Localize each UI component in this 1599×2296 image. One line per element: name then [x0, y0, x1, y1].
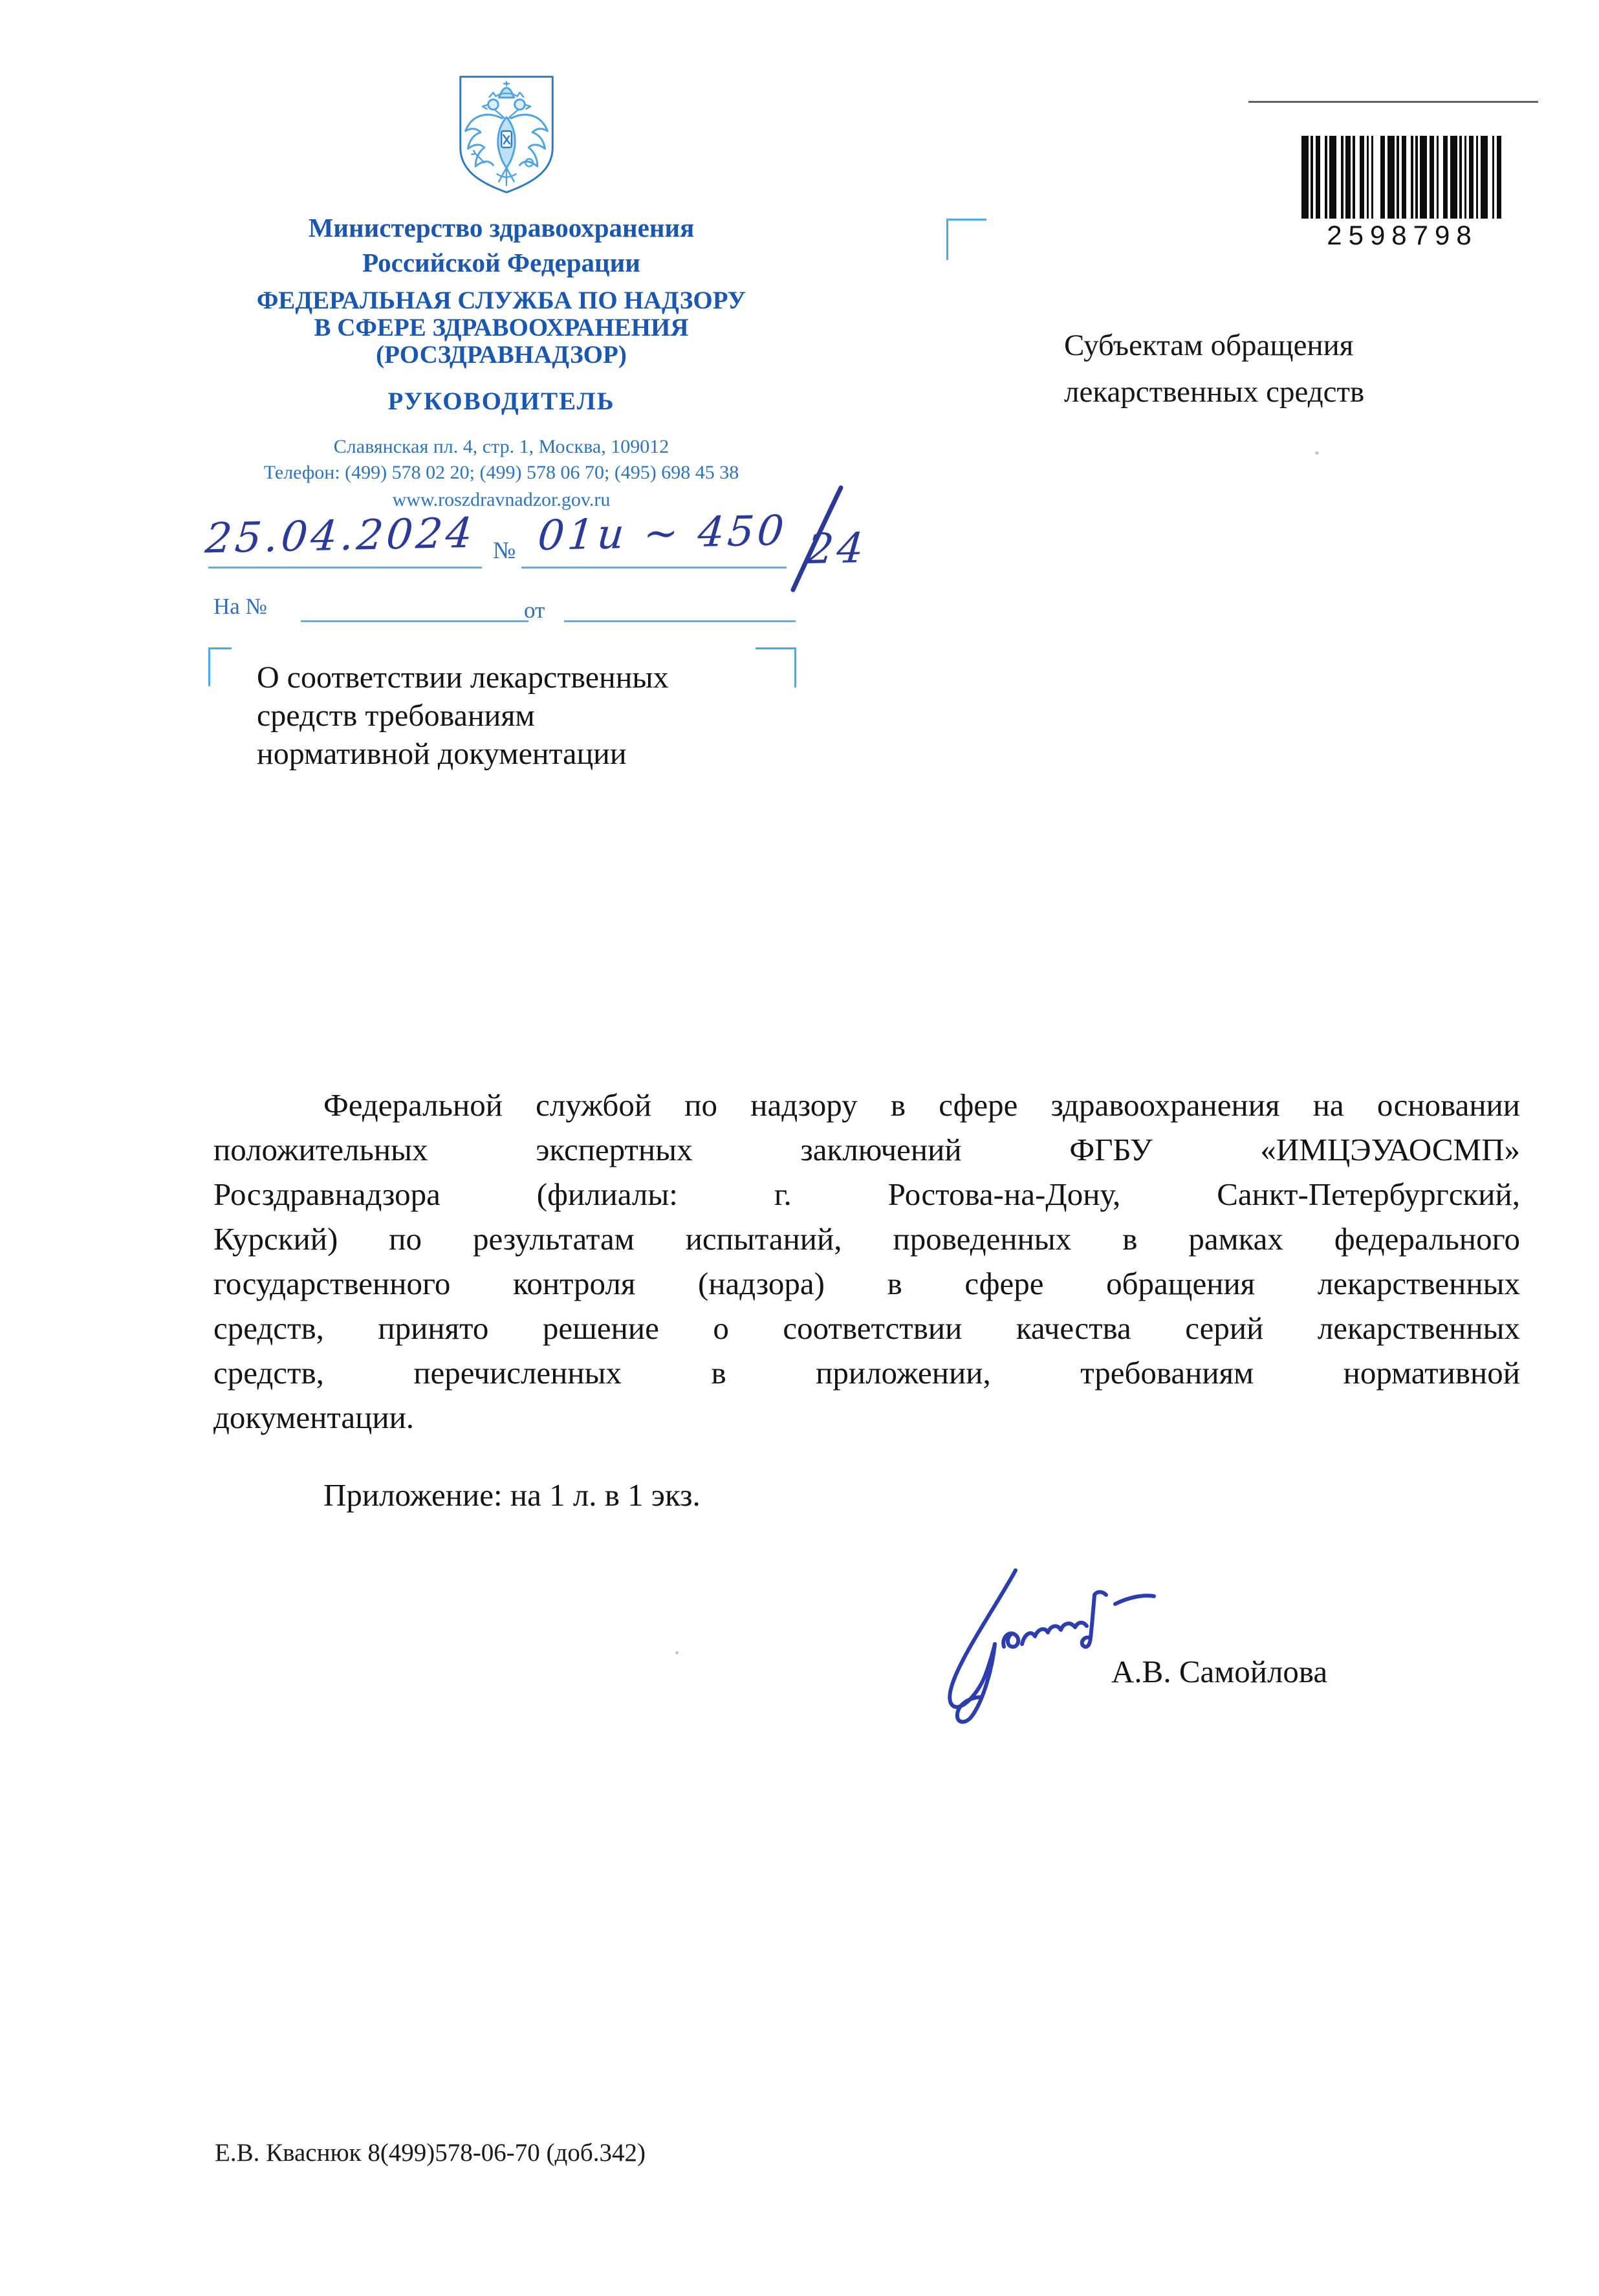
addressee-line2: лекарственных средств [1064, 375, 1365, 409]
subject-corner-right-vertical [794, 647, 796, 688]
phone-numbers: Телефон: (499) 578 02 20; (499) 578 06 70; (495) 698 45 38 [263, 462, 739, 483]
signer-name: А.В. Самойлова [1111, 1654, 1328, 1689]
subject-block [257, 658, 787, 773]
barcode [1301, 136, 1503, 219]
handwritten-number-suffix: 24 [805, 525, 869, 574]
reply-from-label: от [524, 598, 545, 623]
addressee-line1: Субъектам обращения [1064, 329, 1354, 362]
body-paragraph [213, 1083, 1520, 1440]
addressee-corner-mark [946, 219, 986, 221]
body-line: средств, перечисленных в приложении, требованиям нормативной [213, 1355, 1520, 1391]
subject-corner-left [208, 647, 232, 649]
body-line: положительных экспертных заключений ФГБУ «ИМЦЭУАОСМП» [213, 1132, 1520, 1167]
postal-address: Славянская пл. 4, стр. 1, Москва, 109012 [333, 436, 669, 457]
body-line: средств, принято решение о соответствии качества серий лекарственных [213, 1310, 1520, 1346]
ministry-name-line2: Российской Федерации [362, 248, 640, 277]
service-name-line1: ФЕДЕРАЛЬНАЯ СЛУЖБА ПО НАДЗОРУ [256, 287, 746, 314]
addressee-corner-mark-vertical [946, 219, 948, 260]
reply-to-number-label: На № [213, 594, 267, 619]
number-sign-label: № [493, 537, 516, 564]
handwritten-date: 25.04.2024 [203, 509, 477, 563]
russia-coat-of-arms-icon [453, 72, 560, 197]
subject-corner-left-vertical [208, 647, 210, 686]
subject-line1: О соответствии лекарственных [257, 660, 669, 695]
reply-number-underline [301, 620, 528, 622]
handwritten-signature [939, 1565, 1162, 1737]
subject-line2: средств требованиям [257, 699, 535, 733]
body-line: Федеральной службой по надзору в сфере здравоохранения на основании [323, 1087, 1520, 1123]
body-line: Курский) по результатам испытаний, проведенных в рамках федерального [213, 1221, 1520, 1257]
position-title: РУКОВОДИТЕЛЬ [387, 387, 615, 415]
subject-line3: нормативной документации [257, 737, 627, 771]
service-name-line2: В СФЕРЕ ЗДРАВООХРАНЕНИЯ [314, 314, 689, 341]
reply-date-underline [564, 620, 796, 622]
body-line: документации. [213, 1400, 415, 1435]
handwritten-outgoing-number: 01и ~ 450 [536, 506, 789, 561]
body-line: Росздравнадзора (филиалы: г. Ростова-на-Дону, Санкт-Петербургский, [213, 1176, 1520, 1212]
scan-speck [675, 1651, 679, 1654]
executor-contact: Е.В. Кваснюк 8(499)578-06-70 (доб.342) [215, 2139, 646, 2167]
addressee-block [1064, 322, 1426, 415]
scan-edge-line [1248, 101, 1538, 103]
body-line: государственного контроля (надзора) в сфере обращения лекарственных [213, 1266, 1520, 1301]
ministry-name-line1: Министерство здравоохранения [308, 213, 695, 243]
subject-corner-right [756, 647, 796, 649]
scan-speck [1315, 451, 1319, 455]
website-url: www.roszdravnadzor.gov.ru [392, 489, 611, 510]
attachment-note: Приложение: на 1 л. в 1 экз. [323, 1477, 701, 1513]
service-name-line3: (РОСЗДРАВНАДЗОР) [376, 341, 627, 369]
date-underline [208, 567, 482, 569]
number-underline [521, 567, 787, 569]
barcode-number: 2598798 [1327, 220, 1478, 250]
